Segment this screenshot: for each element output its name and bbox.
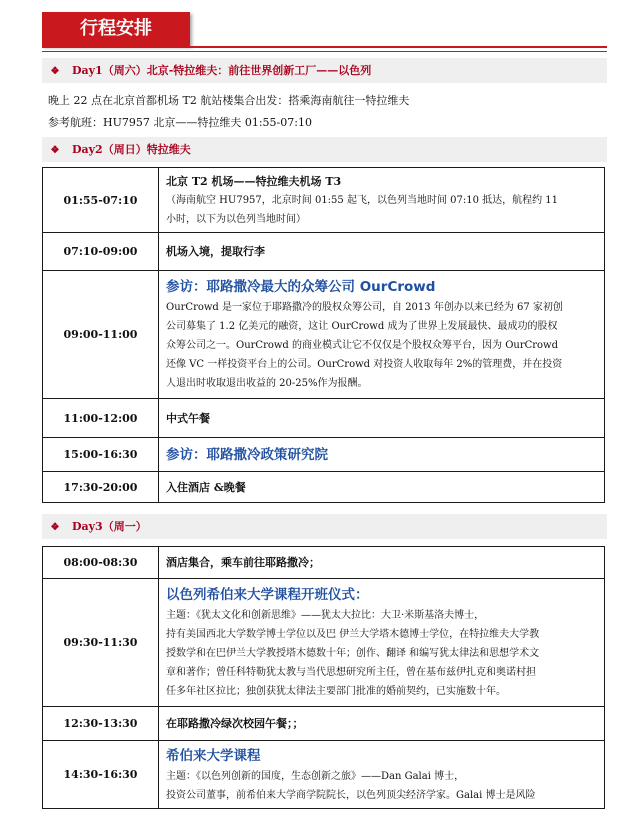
row-detail: 授数学和在巴伊兰大学教授塔木德数十年；创作、翻译 和编写犹太律法和思想学术文 — [166, 648, 540, 659]
diamond-bullet-icon: ❖ — [50, 66, 60, 77]
row-title: 中式午餐 — [166, 411, 210, 425]
row-detail: OurCrowd 是一家位于耶路撒冷的股权众筹公司，自 2013 年创办以来已经为 67 家初创 — [166, 302, 563, 313]
desc-cell — [159, 472, 605, 503]
row-title: 希伯来大学课程 — [166, 747, 261, 764]
table-row — [43, 438, 605, 472]
table-row — [43, 271, 605, 399]
desc-cell — [159, 271, 605, 399]
time-cell: 08:00-08:30 — [43, 547, 159, 579]
row-detail: （海南航空 HU7957，北京时间 01:55 起飞，以色列当地时间 07:10 抵达，航程约 11 — [166, 194, 559, 206]
desc-cell — [159, 438, 605, 472]
table-row — [43, 547, 605, 579]
row-title: 入住酒店 &晚餐 — [166, 480, 246, 494]
day2-schedule-table — [42, 167, 605, 503]
desc-cell — [159, 707, 605, 741]
day3-heading: ❖ Day3（周一） — [42, 514, 607, 539]
section-title: 行程安排 — [42, 12, 190, 46]
desc-cell — [159, 233, 605, 271]
row-detail: 主题：《犹太文化和创新思维》——犹太大拉比：大卫·米斯基洛夫博士， — [166, 610, 485, 621]
table-row — [43, 168, 605, 233]
row-title: 参访：耶路撒冷政策研究院 — [166, 446, 328, 463]
day1-line-2: 参考航班：HU7957 北京——特拉维夫 01:55-07:10 — [48, 116, 312, 129]
row-detail: 持有美国西北大学数学博士学位以及巴 伊兰大学塔木德博士学位，在特拉维夫大学教 — [166, 629, 540, 640]
title-divider — [42, 46, 607, 48]
row-detail: 任多年社区拉比；独创获犹太律法主要部门批准的婚前契约，已实施数十年。 — [166, 686, 506, 697]
table-row — [43, 399, 605, 438]
day1-line-1: 晚上 22 点在北京首都机场 T2 航站楼集合出发：搭乘海南航往一特拉维夫 — [48, 94, 410, 107]
row-title: 机场入境，提取行李 — [166, 245, 265, 258]
time-cell: 07:10-09:00 — [43, 233, 159, 271]
time-cell: 12:30-13:30 — [43, 707, 159, 741]
row-detail: 还像 VC 一样投资平台上的公司。OurCrowd 对投资人收取每年 2%的管理费，并在投资 — [166, 359, 563, 370]
diamond-bullet-icon: ❖ — [50, 522, 60, 533]
row-detail: 主题：《以色列创新的国度，生态创新之旅》——Dan Galai 博士， — [166, 770, 465, 782]
table-row — [43, 233, 605, 271]
row-title: 参访：耶路撒冷最大的众筹公司 OurCrowd — [166, 279, 436, 295]
row-detail: 投资公司董事，前希伯来大学商学院院长，以色列顶尖经济学家。Galai 博士是风险 — [166, 789, 536, 801]
row-detail: 人退出时收取退出收益的 20-25%作为报酬。 — [166, 378, 368, 389]
day1-heading: ❖ Day1（周六）北京-特拉维夫：前往世界创新工厂——以色列 — [42, 58, 607, 83]
time-cell: 14:30-16:30 — [43, 741, 159, 809]
day2-heading: ❖ Day2（周日）特拉维夫 — [42, 137, 607, 162]
table-row — [43, 472, 605, 503]
row-detail: 章和著作；曾任科特勒犹太教与当代思想研究所主任，曾在基布兹伊扎克和奥诺村担 — [166, 667, 536, 678]
time-cell: 09:30-11:30 — [43, 579, 159, 707]
time-cell: 15:00-16:30 — [43, 438, 159, 472]
desc-cell — [159, 741, 605, 809]
row-title: 在耶路撒冷绿次校园午餐；； — [166, 717, 304, 730]
desc-cell — [159, 399, 605, 438]
title-divider-thin — [42, 51, 607, 52]
time-cell: 01:55-07:10 — [43, 168, 159, 233]
row-detail: 众筹公司之一。OurCrowd 的商业模式让它不仅仅是个股权众筹平台，因为 OurCrowd — [166, 340, 559, 351]
row-title: 北京 T2 机场——特拉维夫机场 T3 — [166, 174, 342, 188]
time-cell: 11:00-12:00 — [43, 399, 159, 438]
diamond-bullet-icon: ❖ — [50, 145, 60, 156]
day3-schedule-table — [42, 546, 605, 809]
table-row — [43, 579, 605, 707]
desc-cell — [159, 547, 605, 579]
time-cell: 17:30-20:00 — [43, 472, 159, 503]
row-detail: 公司募集了 1.2 亿美元的融资，这让 OurCrowd 成为了世界上发展最快、最成功的股权 — [166, 321, 558, 332]
row-detail: 小时，以下为以色列当地时间） — [166, 213, 306, 225]
desc-cell — [159, 579, 605, 707]
table-row — [43, 707, 605, 741]
row-title: 酒店集合，乘车前往耶路撒冷； — [166, 556, 320, 569]
desc-cell — [159, 168, 605, 233]
table-row — [43, 741, 605, 809]
row-title: 以色列希伯来大学课程开班仪式： — [166, 587, 369, 603]
time-cell: 09:00-11:00 — [43, 271, 159, 399]
